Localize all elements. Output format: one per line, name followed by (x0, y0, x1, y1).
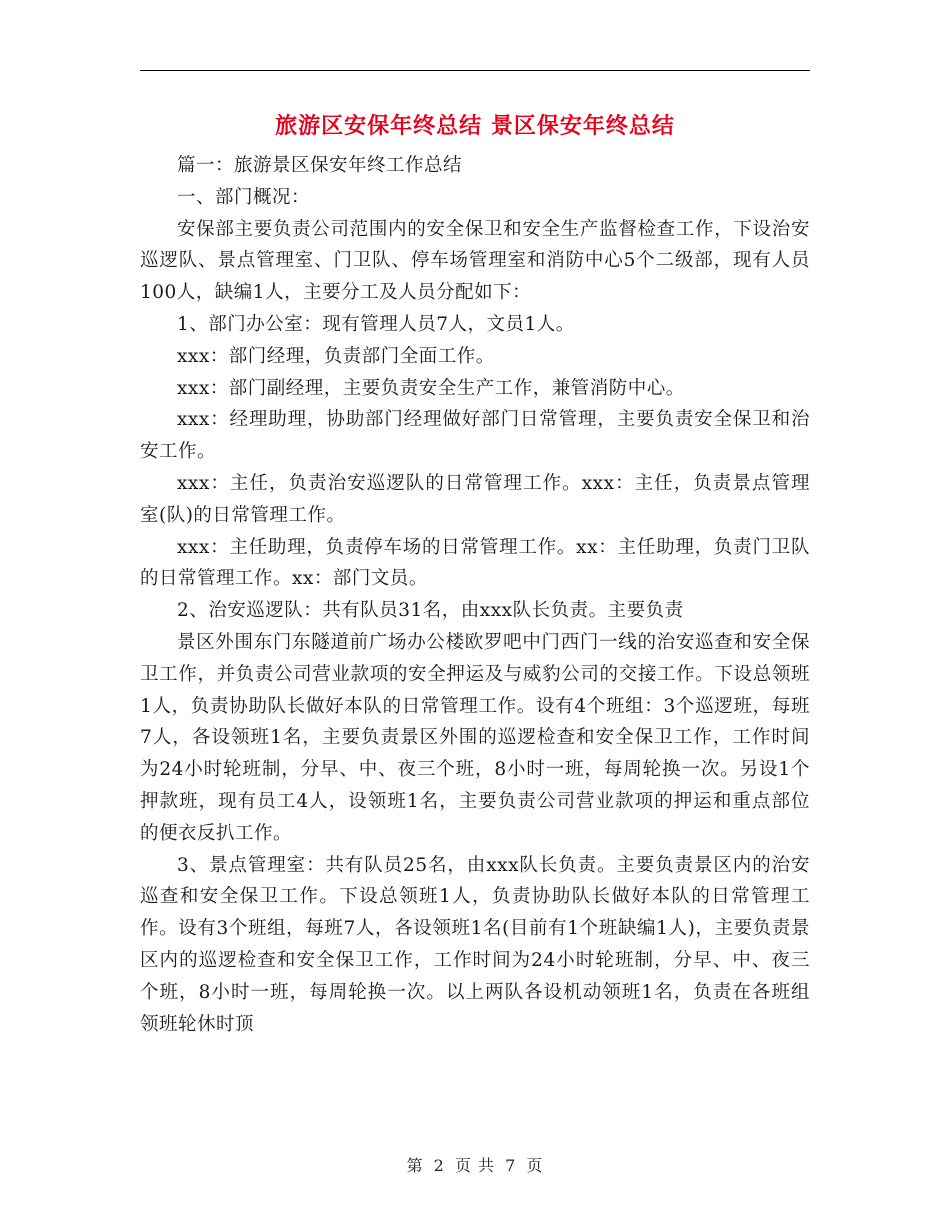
subsection-heading: 一、部门概况： (177, 186, 311, 208)
header-rule (140, 70, 810, 71)
body-paragraph: xxx：部门副经理，主要负责安全生产工作，兼管消防中心。 (177, 377, 685, 399)
page-footer (0, 1153, 950, 1176)
body-paragraph: xxx：主任，负责治安巡逻队的日常管理工作。xxx：主任，负责景点管理室(队)的日常管理工作。 (140, 472, 810, 526)
body-paragraph: 安保部主要负责公司范围内的安全保卫和安全生产监督检查工作，下设治安巡逻队、景点管理室、门卫队、停车场管理室和消防中心5个二级部，现有人员100人，缺编1人，主要分工及人员分配如下： (140, 218, 810, 304)
current-page-number: 2 (433, 1156, 445, 1175)
footer-suffix: 页 (526, 1156, 544, 1175)
body-paragraph: 景区外围东门东隧道前广场办公楼欧罗吧中门西门一线的治安巡查和安全保卫工作，并负责公司营业款项的安全押运及与威豹公司的交接工作。下设总领班1人，负责协助队长做好本队的日常管理工作。设有4个班组：3个巡逻班，每班7人，各设领班1名，主要负责景区外围的巡逻检查和安全保卫工作，工作时间为24小时轮班制，分早、中、夜三个班，8小时一班，每周轮换一次。另设1个押款班，现有员工4人，设领班1名，主要负责公司营业款项的押运和重点部位的便衣反扒工作。 (140, 631, 810, 844)
footer-prefix: 第 (406, 1156, 424, 1175)
body-paragraph: 1、部门办公室：现有管理人员7人，文员1人。 (177, 313, 575, 335)
footer-middle: 页 共 (454, 1156, 496, 1175)
body-paragraph: xxx：主任助理，负责停车场的日常管理工作。xx：主任助理，负责门卫队的日常管理工作。xx：部门文员。 (140, 536, 810, 590)
document-body (140, 150, 810, 1040)
section-heading: 篇一：旅游景区保安年终工作总结 (177, 155, 463, 176)
body-paragraph: 3、景点管理室：共有队员25名，由xxx队长负责。主要负责景区内的治安巡查和安全保卫工作。下设总领班1人，负责协助队长做好本队的日常管理工作。设有3个班组，每班7人，各设领班1名(目前有1个班缺编1人)，主要负责景区内的巡逻检查和安全保卫工作，工作时间为24小时轮班制，分早、中、夜三个班，8小时一班，每周轮换一次。以上两队各设机动领班1名，负责在各班组领班轮休时顶 (140, 854, 810, 1035)
body-paragraph: xxx：经理助理，协助部门经理做好部门日常管理，主要负责安全保卫和治安工作。 (140, 409, 810, 463)
total-page-count: 7 (505, 1156, 517, 1175)
body-paragraph: 2、治安巡逻队：共有队员31名，由xxx队长负责。主要负责 (177, 600, 684, 622)
body-paragraph: xxx：部门经理，负责部门全面工作。 (177, 345, 495, 367)
document-title: 旅游区安保年终总结 景区保安年终总结 (275, 113, 675, 139)
